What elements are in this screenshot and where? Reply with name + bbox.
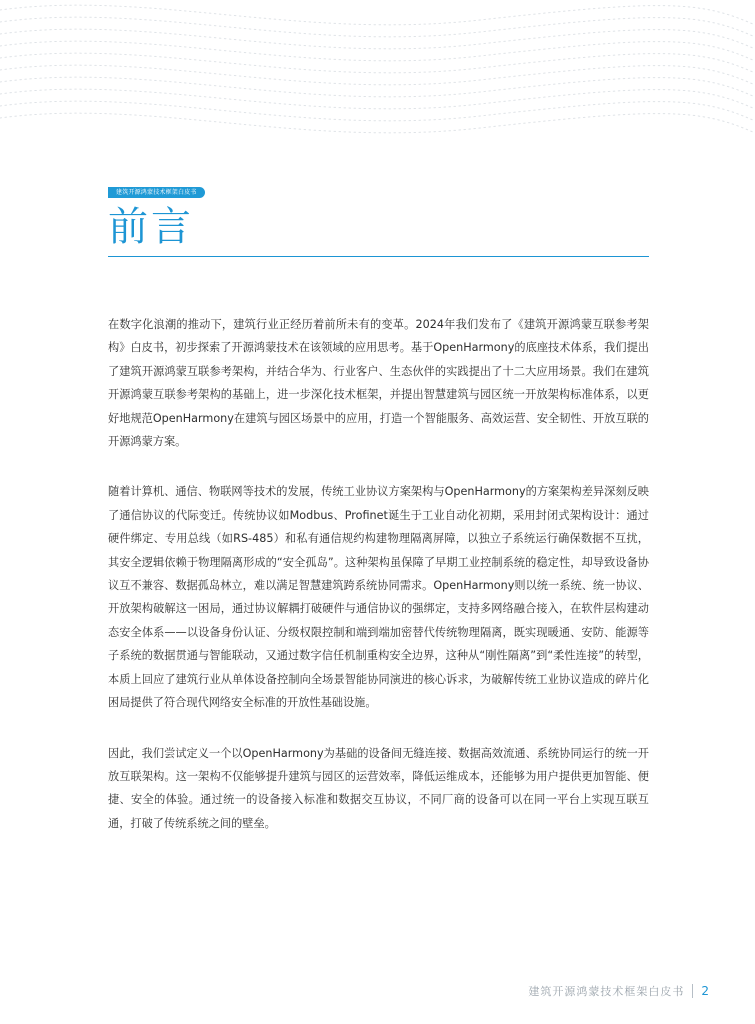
page-footer — [528, 983, 709, 999]
page-number: 2 — [701, 984, 709, 998]
section-tag: 建筑开源鸿蒙技术框架白皮书 — [108, 187, 205, 198]
decorative-wave-pattern — [0, 0, 755, 150]
title-divider — [108, 256, 649, 257]
body-content — [108, 313, 649, 862]
paragraph-1: 在数字化浪潮的推动下，建筑行业正经历着前所未有的变革。2024年我们发布了《建筑开源鸿蒙互联参考架构》白皮书，初步探索了开源鸿蒙技术在该领域的应用思考。基于OpenHarmony的底座技术体系，我们提出了建筑开源鸿蒙互联参考架构，并结合华为、行业客户、生态伙伴的实践提出了十二大应用场景。我们在建筑开源鸿蒙互联参考架构的基础上，进一步深化技术框架，并提出智慧建筑与园区统一开放架构标准体系，以更好地规范OpenHarmony在建筑与园区场景中的应用，打造一个智能服务、高效运营、安全韧性、开放互联的开源鸿蒙方案。 — [108, 318, 649, 449]
paragraph-2: 随着计算机、通信、物联网等技术的发展，传统工业协议方案架构与OpenHarmony的方案架构差异深刻反映了通信协议的代际变迁。传统协议如Modbus、Profinet诞生于工业自动化初期，采用封闭式架构设计：通过硬件绑定、专用总线（如RS-485）和私有通信规约构建物理隔离屏障，以独立子系统运行确保数据不互扰，其安全逻辑依赖于物理隔离形成的“安全孤岛”。这种架构虽保障了早期工业控制系统的稳定性，却导致设备协议互不兼容、数据孤岛林立，难以满足智慧建筑跨系统协同需求。OpenHarmony则以统一系统、统一协议、开放架构破解这一困局，通过协议解耦打破硬件与通信协议的强绑定，支持多网络融合接入，在软件层构建动态安全体系——以设备身份认证、分级权限控制和端到端加密替代传统物理隔离，既实现暖通、安防、能源等子系统的数据贯通与智能联动，又通过数字信任机制重构安全边界，这种从“刚性隔离”到“柔性连接”的转型，本质上回应了建筑行业从单体设备控制向全场景智能协同演进的核心诉求，为破解传统工业协议造成的碎片化困局提供了符合现代网络安全标准的开放性基础设施。 — [108, 485, 649, 710]
footer-document-title: 建筑开源鸿蒙技术框架白皮书 — [528, 985, 685, 998]
paragraph-3: 因此，我们尝试定义一个以OpenHarmony为基础的设备间无缝连接、数据高效流通、系统协同运行的统一开放互联架构。这一架构不仅能够提升建筑与园区的运营效率，降低运维成本，还能够为用户提供更加智能、便捷、安全的体验。通过统一的设备接入标准和数据交互协议，不同厂商的设备可以在同一平台上实现互联互通，打破了传统系统之间的壁垒。 — [108, 746, 649, 830]
page-title: 前言 — [108, 204, 194, 250]
footer-divider — [692, 984, 693, 998]
